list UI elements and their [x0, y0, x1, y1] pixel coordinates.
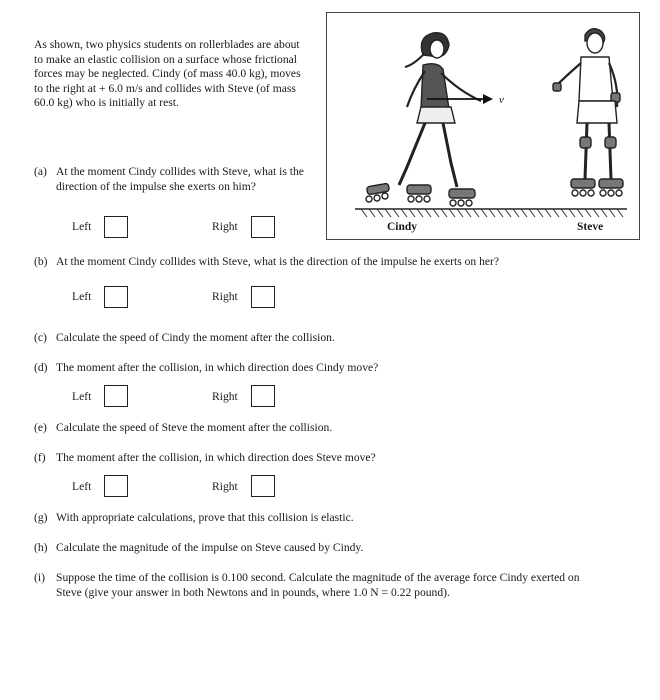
question-c	[34, 330, 335, 345]
problem-intro: As shown, two physics students on rollerblades are about to make an elastic collision on a surface whose frictional forces may be neglected. Cindy (of mass 40.0 kg), moves to the right at + 6.0 m/s and collides with Steve (of mass 60.0 kg) who is initially at rest.	[34, 38, 301, 110]
answer-a-left-checkbox[interactable]	[104, 216, 128, 238]
question-text: Calculate the speed of Steve the moment after the collision.	[56, 421, 333, 434]
question-text: The moment after the collision, in which direction does Cindy move?	[56, 361, 379, 374]
option-left-label: Left	[72, 390, 92, 403]
option-left-label: Left	[72, 220, 92, 233]
option-left-label: Left	[72, 290, 92, 303]
figure-illustration	[327, 13, 639, 239]
question-number: (i)	[34, 571, 45, 584]
question-i	[34, 570, 586, 600]
answer-a-right-checkbox[interactable]	[251, 216, 275, 238]
question-number: (d)	[34, 361, 48, 374]
question-text: The moment after the collision, in which direction does Steve move?	[56, 451, 376, 464]
question-b	[34, 254, 499, 269]
question-g	[34, 510, 354, 525]
question-number: (f)	[34, 451, 46, 464]
answer-f-left-checkbox[interactable]	[104, 475, 128, 497]
cindy-label: Cindy	[387, 221, 418, 233]
answer-f-right-checkbox[interactable]	[251, 475, 275, 497]
option-left-label: Left	[72, 480, 92, 493]
question-f	[34, 450, 376, 465]
option-right-label: Right	[212, 290, 238, 303]
question-text: Calculate the magnitude of the impulse on Steve caused by Cindy.	[56, 541, 364, 554]
cindy-figure	[366, 33, 481, 206]
question-text: At the moment Cindy collides with Steve, what is the direction of the impulse she exerts on him?	[56, 165, 304, 193]
answer-d-right-checkbox[interactable]	[251, 385, 275, 407]
question-number: (b)	[34, 255, 48, 268]
question-number: (g)	[34, 511, 48, 524]
question-number: (c)	[34, 331, 47, 344]
answer-d-left-checkbox[interactable]	[104, 385, 128, 407]
answer-b-right-checkbox[interactable]	[251, 286, 275, 308]
question-text: Calculate the speed of Cindy the moment after the collision.	[56, 331, 335, 344]
question-a	[34, 164, 316, 194]
option-right-label: Right	[212, 390, 238, 403]
option-right-label: Right	[212, 480, 238, 493]
question-number: (a)	[34, 165, 47, 178]
question-text: At the moment Cindy collides with Steve, what is the direction of the impulse he exerts on her?	[56, 255, 500, 268]
question-number: (e)	[34, 421, 47, 434]
velocity-symbol: v	[499, 94, 504, 106]
question-d	[34, 360, 378, 375]
question-number: (h)	[34, 541, 48, 554]
steve-figure	[553, 29, 623, 196]
question-text: Suppose the time of the collision is 0.100 second. Calculate the magnitude of the average force Cindy exerted on Steve (give your answer in both Newtons and in pounds, where 1.0 N = 0.22 pound).	[56, 571, 580, 599]
question-text: With appropriate calculations, prove that this collision is elastic.	[56, 511, 354, 524]
question-e	[34, 420, 332, 435]
option-right-label: Right	[212, 220, 238, 233]
collision-figure	[326, 12, 640, 240]
steve-label: Steve	[577, 221, 604, 233]
answer-b-left-checkbox[interactable]	[104, 286, 128, 308]
question-h	[34, 540, 363, 555]
